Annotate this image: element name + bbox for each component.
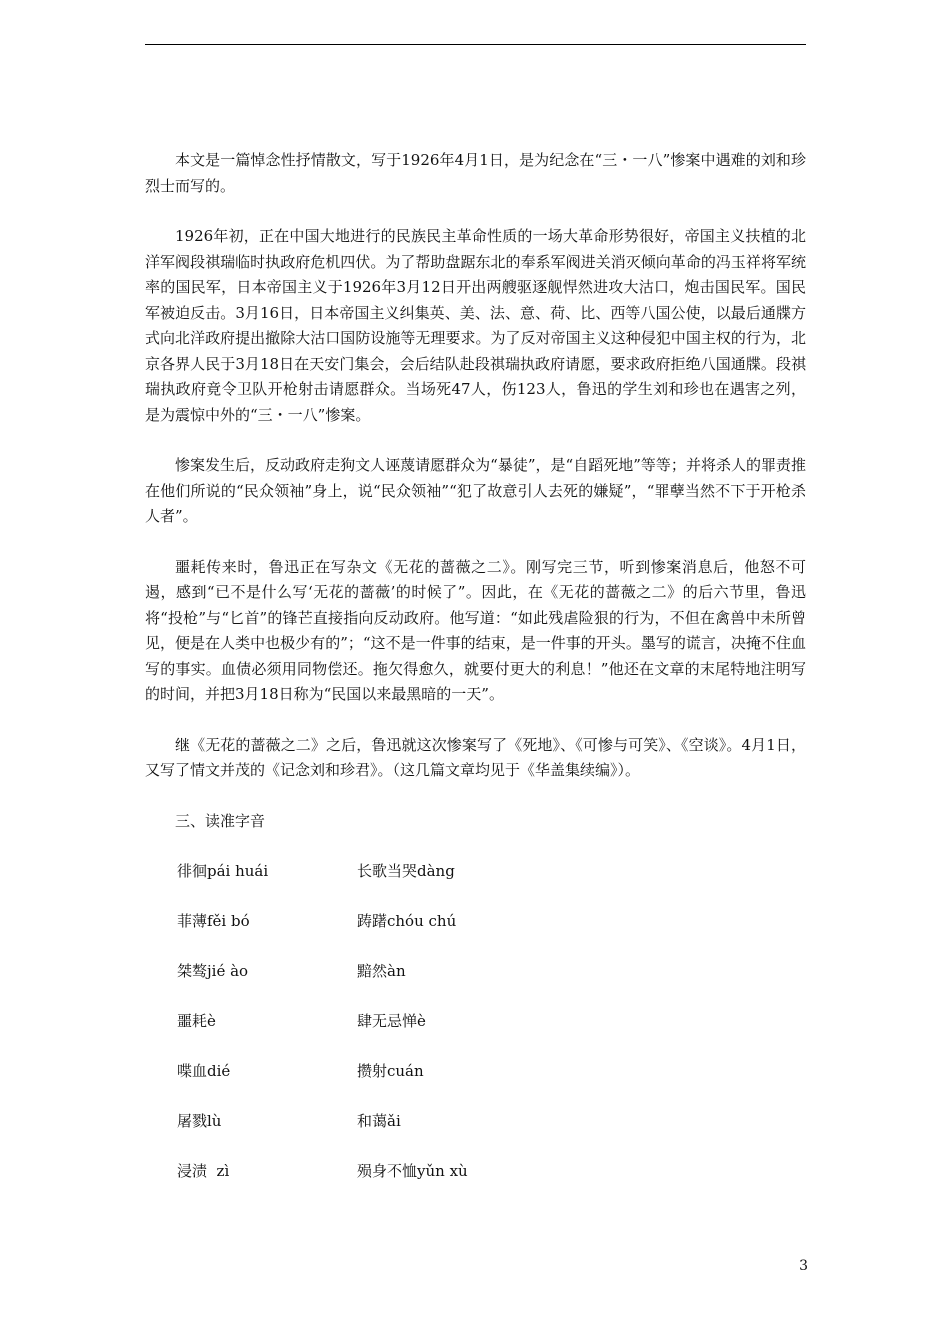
vocab-row — [145, 1159, 806, 1209]
vocab-word: 徘徊pái huái — [177, 862, 269, 880]
paragraph-later-works: 继《无花的蔷薇之二》之后，鲁迅就这次惨案写了《死地》、《可惨与可笑》、《空谈》。4月1日，又写了情文并茂的《记念刘和珍君》。（这几篇文章均见于《华盖集续编》）。 — [145, 735, 806, 779]
paragraph-lu-xun-response: 噩耗传来时，鲁迅正在写杂文《无花的蔷薇之二》。刚写完三节，听到惨案消息后，他怒不可遏，感到“已不是什么写‘无花的蔷薇’的时候了”。因此，在《无花的蔷薇之二》的后六节里，鲁迅将“投枪”与“匕首”的锋芒直接指向反动政府。他写道：“如此残虐险狠的行为，不但在禽兽中未所曾见，便是在人类中也极少有的”；“这不是一件事的结束，是一件事的开头。墨写的谎言，决掩不住血写的事实。血债必须用同物偿还。拖欠得愈久，就要付更大的利息！”他还在文章的末尾特地注明写的时间，并把3月18日称为“民国以来最黑暗的一天”。 — [145, 557, 806, 703]
paragraph-aftermath: 惨案发生后，反动政府走狗文人诬蔑请愿群众为“暴徒”，是“自蹈死地”等等；并将杀人的罪责推在他们所说的“民众领袖”身上，说“民众领袖”“犯了故意引人去死的嫌疑”，“罪孽当然不下于开枪杀人者”。 — [145, 456, 806, 525]
paragraph-intro: 本文是一篇悼念性抒情散文，写于1926年4月1日，是为纪念在“三・一八”惨案中遇难的刘和珍烈士而写的。 — [145, 151, 806, 195]
vocab-word: 攒射cuán — [357, 1062, 424, 1080]
vocab-word: 桀骜jié ào — [177, 962, 249, 980]
vocab-row — [145, 959, 806, 1009]
page-number: 3 — [799, 1258, 808, 1274]
vocab-word: 肆无忌惮è — [357, 1012, 426, 1030]
section-title: 三、读准字音 — [175, 811, 266, 830]
vocab-row — [145, 1059, 806, 1109]
vocab-row — [145, 909, 806, 959]
vocab-word: 黯然àn — [357, 962, 406, 980]
paragraph-background: 1926年初，正在中国大地进行的民族民主革命性质的一场大革命形势很好，帝国主义扶植的北洋军阀段祺瑞临时执政府危机四伏。为了帮助盘踞东北的奉系军阀进关消灭倾向革命的冯玉祥将军统率的国民军，日本帝国主义于1926年3月12日开出两艘驱逐舰悍然进攻大沽口，炮击国民军。国民军被迫反击。3月16日，日本帝国主义纠集英、美、法、意、荷、比、西等八国公使，以最后通牒方式向北洋政府提出撤除大沽口国防设施等无理要求。为了反对帝国主义这种侵犯中国主权的行为，北京各界人民于3月18日在天安门集会，会后结队赴段祺瑞执政府请愿，要求政府拒绝八国通牒。段祺瑞执政府竟令卫队开枪射击请愿群众。当场死47人，伤123人，鲁迅的学生刘和珍也在遇害之列，是为震惊中外的“三・一八”惨案。 — [145, 227, 806, 424]
vocab-word: 长歌当哭dàng — [357, 862, 455, 880]
vocab-word: 和蔼ǎi — [357, 1112, 401, 1130]
vocab-word: 噩耗è — [177, 1012, 216, 1030]
document-body — [145, 148, 806, 1209]
vocab-row — [145, 859, 806, 909]
vocab-row — [145, 1109, 806, 1159]
vocab-row — [145, 1009, 806, 1059]
vocab-word: 殒身不恤yǔn xù — [357, 1162, 468, 1180]
vocab-word: 踌躇chóu chú — [357, 912, 457, 930]
vocab-word: 屠戮lù — [177, 1112, 222, 1130]
vocab-word: 浸渍 zì — [177, 1162, 230, 1180]
vocab-word: 喋血dié — [177, 1062, 231, 1080]
vocab-word: 菲薄fěi bó — [177, 912, 250, 930]
header-rule — [145, 44, 806, 45]
